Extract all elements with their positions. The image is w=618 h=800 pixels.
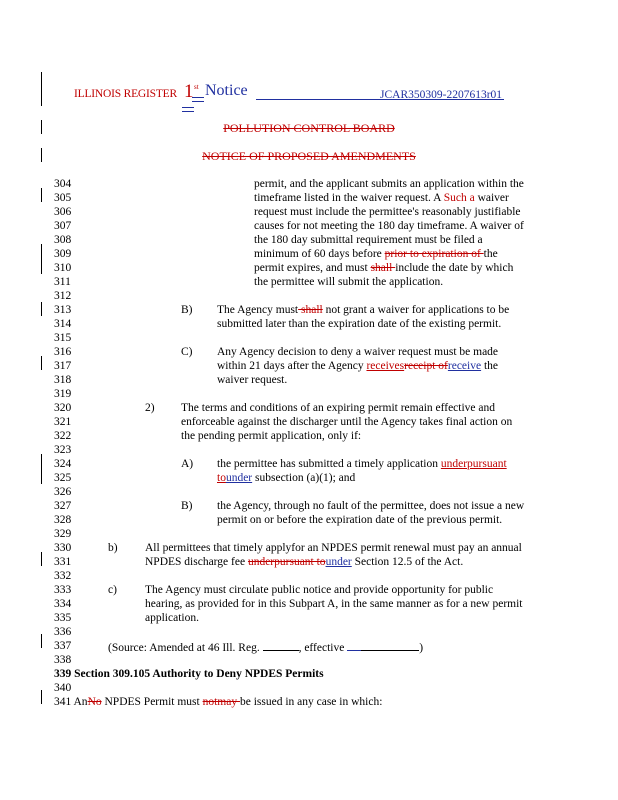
text-line: enforceable against the discharger until the Agency takes final action on	[181, 416, 513, 428]
text-line: the permittee has submitted a timely application underpursuant	[217, 458, 507, 470]
issue-number: 1	[184, 81, 194, 102]
text-line: The Agency must shall not grant a waiver for applications to be	[217, 304, 510, 316]
change-bar	[41, 454, 42, 484]
line-number: 324	[54, 458, 72, 470]
line-number: 319	[54, 388, 72, 400]
double-underline	[182, 107, 194, 112]
jcar-code: JCAR350309-2207613r01	[380, 89, 503, 101]
line-number: 306	[54, 206, 72, 218]
double-underline	[192, 97, 204, 102]
change-bar	[41, 690, 42, 704]
change-bar	[41, 244, 42, 274]
register-name: ILLINOIS REGISTER	[74, 88, 177, 100]
line-number: 308	[54, 234, 72, 246]
text-line: within 21 days after the Agency receivesreceipt ofreceive the	[217, 360, 499, 372]
line-number: 338	[54, 654, 72, 666]
line-number: 325	[54, 472, 72, 484]
line-number: 315	[54, 332, 72, 344]
line-number: 332	[54, 570, 72, 582]
line-number: 313	[54, 304, 72, 316]
line-number: 330	[54, 542, 72, 554]
change-bar	[41, 302, 42, 316]
line-number: 321	[54, 416, 72, 428]
text-line: The terms and conditions of an expiring permit remain effective and	[181, 402, 496, 414]
line-number: 336	[54, 626, 72, 638]
board-title: POLLUTION CONTROL BOARD	[223, 121, 395, 135]
register-header	[74, 81, 544, 114]
line-number: 310	[54, 262, 72, 274]
text-line: the 180 day submittal requirement must be filed a	[254, 234, 483, 246]
issue-superscript: st	[194, 83, 199, 91]
text-line: submitted later than the expiration date of the existing permit.	[217, 318, 502, 330]
line-number: 326	[54, 486, 72, 498]
text-line: timeframe listed in the waiver request. A Such a waiver	[254, 192, 509, 204]
text-line: NPDES discharge fee underpursuant tounder Section 12.5 of the Act.	[145, 556, 464, 568]
line-number: 320	[54, 402, 72, 414]
notice-label: Notice	[205, 82, 248, 99]
line-number: 317	[54, 360, 72, 372]
line-number: 327	[54, 500, 72, 512]
change-bar	[41, 188, 42, 202]
line-number: 311	[54, 276, 71, 288]
line-number: 329	[54, 528, 72, 540]
list-label: C)	[181, 346, 193, 358]
text-line: request must include the permittee's reasonably justifiable	[254, 206, 521, 218]
line-number: 335	[54, 612, 72, 624]
change-bar	[41, 634, 42, 648]
line-number: 314	[54, 318, 72, 330]
line-number: 318	[54, 374, 72, 386]
list-label: B)	[181, 500, 193, 512]
line-number: 312	[54, 290, 72, 302]
text-line: tounder subsection (a)(1); and	[217, 472, 356, 484]
line-number: 322	[54, 430, 72, 442]
change-bar	[41, 552, 42, 566]
text-line: permit, and the applicant submits an application within the	[254, 178, 524, 190]
section-heading: 339 Section 309.105 Authority to Deny NPDES Permits	[54, 668, 324, 680]
list-label: b)	[108, 542, 118, 554]
list-label: 2)	[145, 402, 155, 414]
list-label: A)	[181, 458, 194, 470]
text-line: waiver request.	[217, 374, 288, 386]
line-number: 337	[54, 640, 72, 652]
line-number: 331	[54, 556, 72, 568]
text-line: 341 AnNo NPDES Permit must notmay be issued in any case in which:	[54, 696, 383, 708]
line-number: 316	[54, 346, 72, 358]
text-line: minimum of 60 days before prior to expiration of the	[254, 248, 498, 260]
line-number: 309	[54, 248, 72, 260]
text-line: the pending permit application, only if:	[181, 430, 362, 442]
text-line: hearing, as provided for in this Subpart A, in the same manner as for a new permit	[145, 598, 523, 610]
change-bar	[41, 72, 42, 106]
source-note: (Source: Amended at 46 Ill. Reg. , effective )	[108, 642, 424, 654]
text-line: causes for not meeting the 180 day timeframe. A waiver of	[254, 220, 524, 232]
text-line: permit on or before the expiration date of the previous permit.	[217, 514, 503, 526]
list-label: c)	[108, 584, 117, 596]
text-line: application.	[145, 612, 199, 624]
text-line: permit expires, and must shall include the date by which	[254, 262, 514, 274]
notice-title: NOTICE OF PROPOSED AMENDMENTS	[202, 149, 416, 163]
line-number: 307	[54, 220, 72, 232]
line-number: 333	[54, 584, 72, 596]
text-line: the Agency, through no fault of the permittee, does not issue a new	[217, 500, 525, 512]
line-number: 323	[54, 444, 72, 456]
line-number: 328	[54, 514, 72, 526]
list-label: B)	[181, 304, 193, 316]
change-bar	[41, 356, 42, 370]
line-number: 305	[54, 192, 72, 204]
line-number: 340	[54, 682, 72, 694]
text-line: Any Agency decision to deny a waiver request must be made	[217, 346, 499, 358]
text-line: All permittees that timely applyfor an NPDES permit renewal must pay an annual	[145, 542, 522, 554]
line-number: 304	[54, 178, 72, 190]
line-number: 334	[54, 598, 72, 610]
text-line: the permittee will submit the application.	[254, 276, 444, 288]
text-line: The Agency must circulate public notice and provide opportunity for public	[145, 584, 494, 596]
